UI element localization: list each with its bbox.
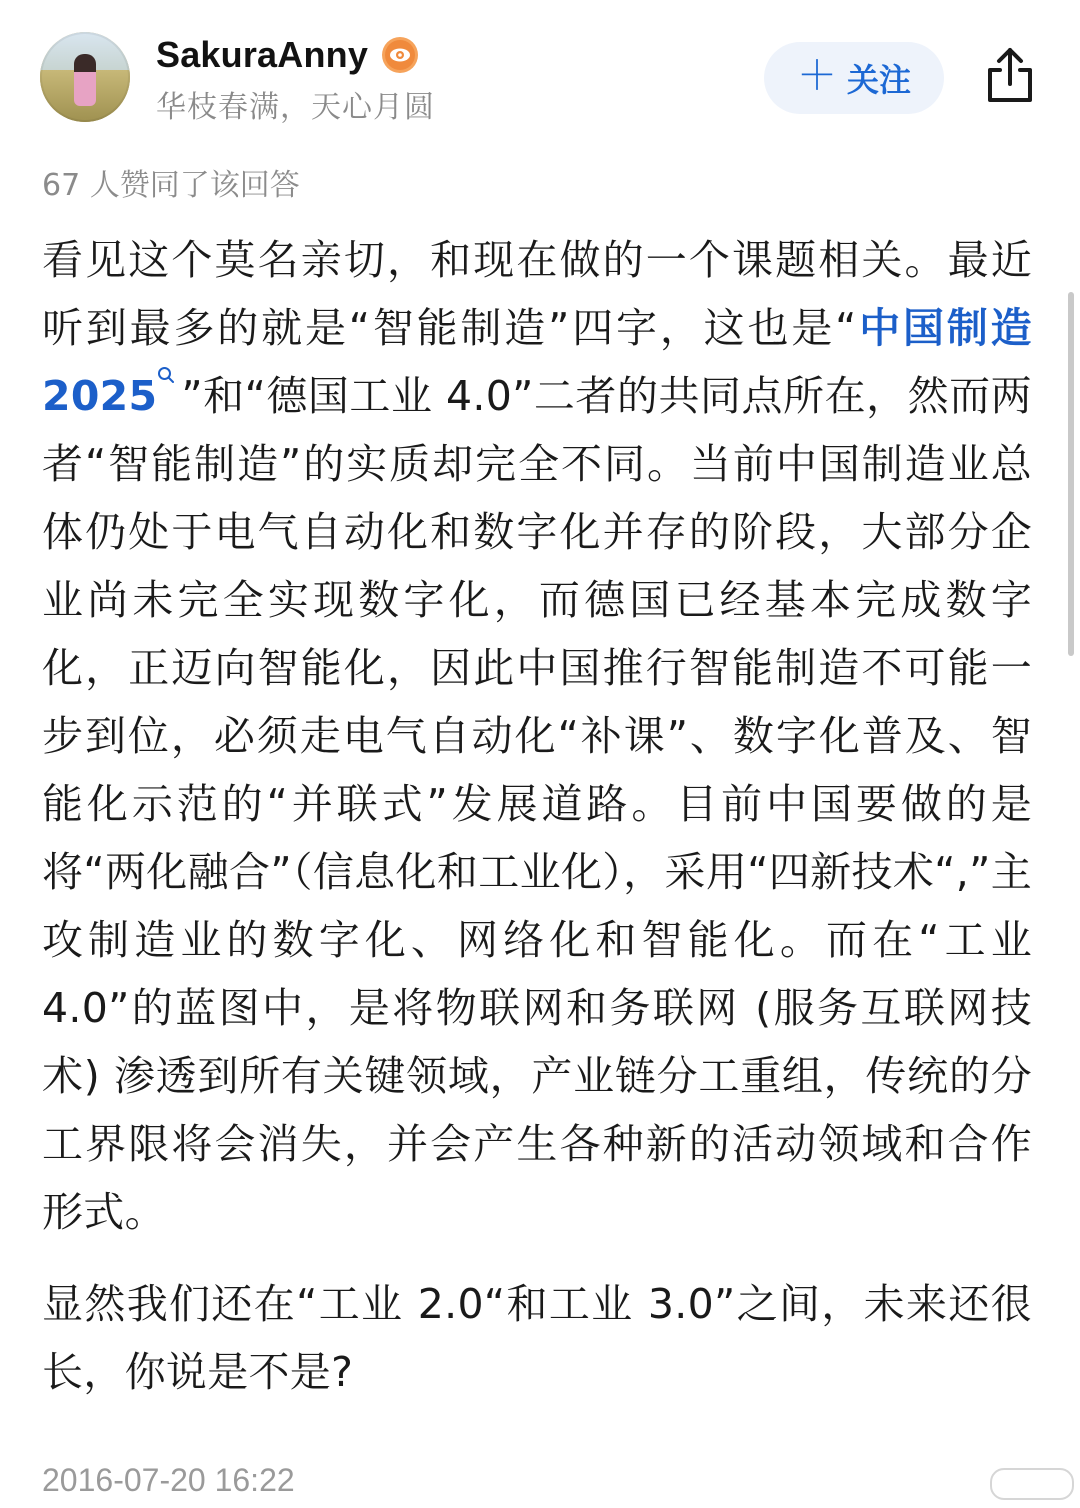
paragraph-text: ”和“德国工业 4.0”二者的共同点所在，然而两者“智能制造”的实质却完全不同。当前中国制造业总体仍处于电气自动化和数字化并存的阶段，大部分企业尚未完全实现数字化，而德国已经基本完成数字化，正迈向智能化，因此中国推行智能制造不可能一步到位，必须走电气自动化“补课”、数字化普及、智能化示范的“并联式”发展道路。目前中国要做的是将“两化融合”（信息化和工业化），采用“四新技术“,”主攻制造业的数字化、网络化和智能化。而在“工业 4.0”的蓝图中，是将物联网和务联网 (服务互联网技术) 渗透到所有关键领域，产业链分工重组，传统的分工界限将会消失，并会产生各种新的活动领域和合作形式。 (42, 372, 1032, 1236)
answer-paragraph (42, 226, 1032, 1246)
plus-icon: ＋ (796, 53, 837, 99)
author-name[interactable]: SakuraAnny (156, 34, 369, 75)
scrollbar[interactable] (1068, 292, 1074, 656)
eye-badge-icon (380, 35, 420, 75)
vote-count: 67 人赞同了该回答 (42, 168, 300, 203)
search-icon[interactable] (157, 366, 175, 384)
author-tagline: 华枝春满，天心月圆 (156, 90, 435, 125)
share-icon[interactable] (982, 44, 1038, 106)
answer-timestamp: 2016-07-20 16:22 (42, 1462, 295, 1498)
answer-content (42, 226, 1032, 1430)
topic-link[interactable]: 中国制造 2025 (42, 304, 1032, 420)
watermark-logo (990, 1468, 1074, 1500)
paragraph-text: 看见这个莫名亲切，和现在做的一个课题相关。最近听到最多的就是“智能制造”四字，这也是“ (42, 236, 1032, 352)
answer-paragraph: 显然我们还在“工业 2.0“和工业 3.0”之间，未来还很长，你说是不是? (42, 1280, 1032, 1396)
follow-button[interactable] (764, 42, 944, 114)
author-name-row (156, 32, 420, 78)
avatar[interactable] (40, 32, 130, 122)
follow-label: 关注 (846, 61, 911, 99)
answer-header (0, 0, 1080, 150)
